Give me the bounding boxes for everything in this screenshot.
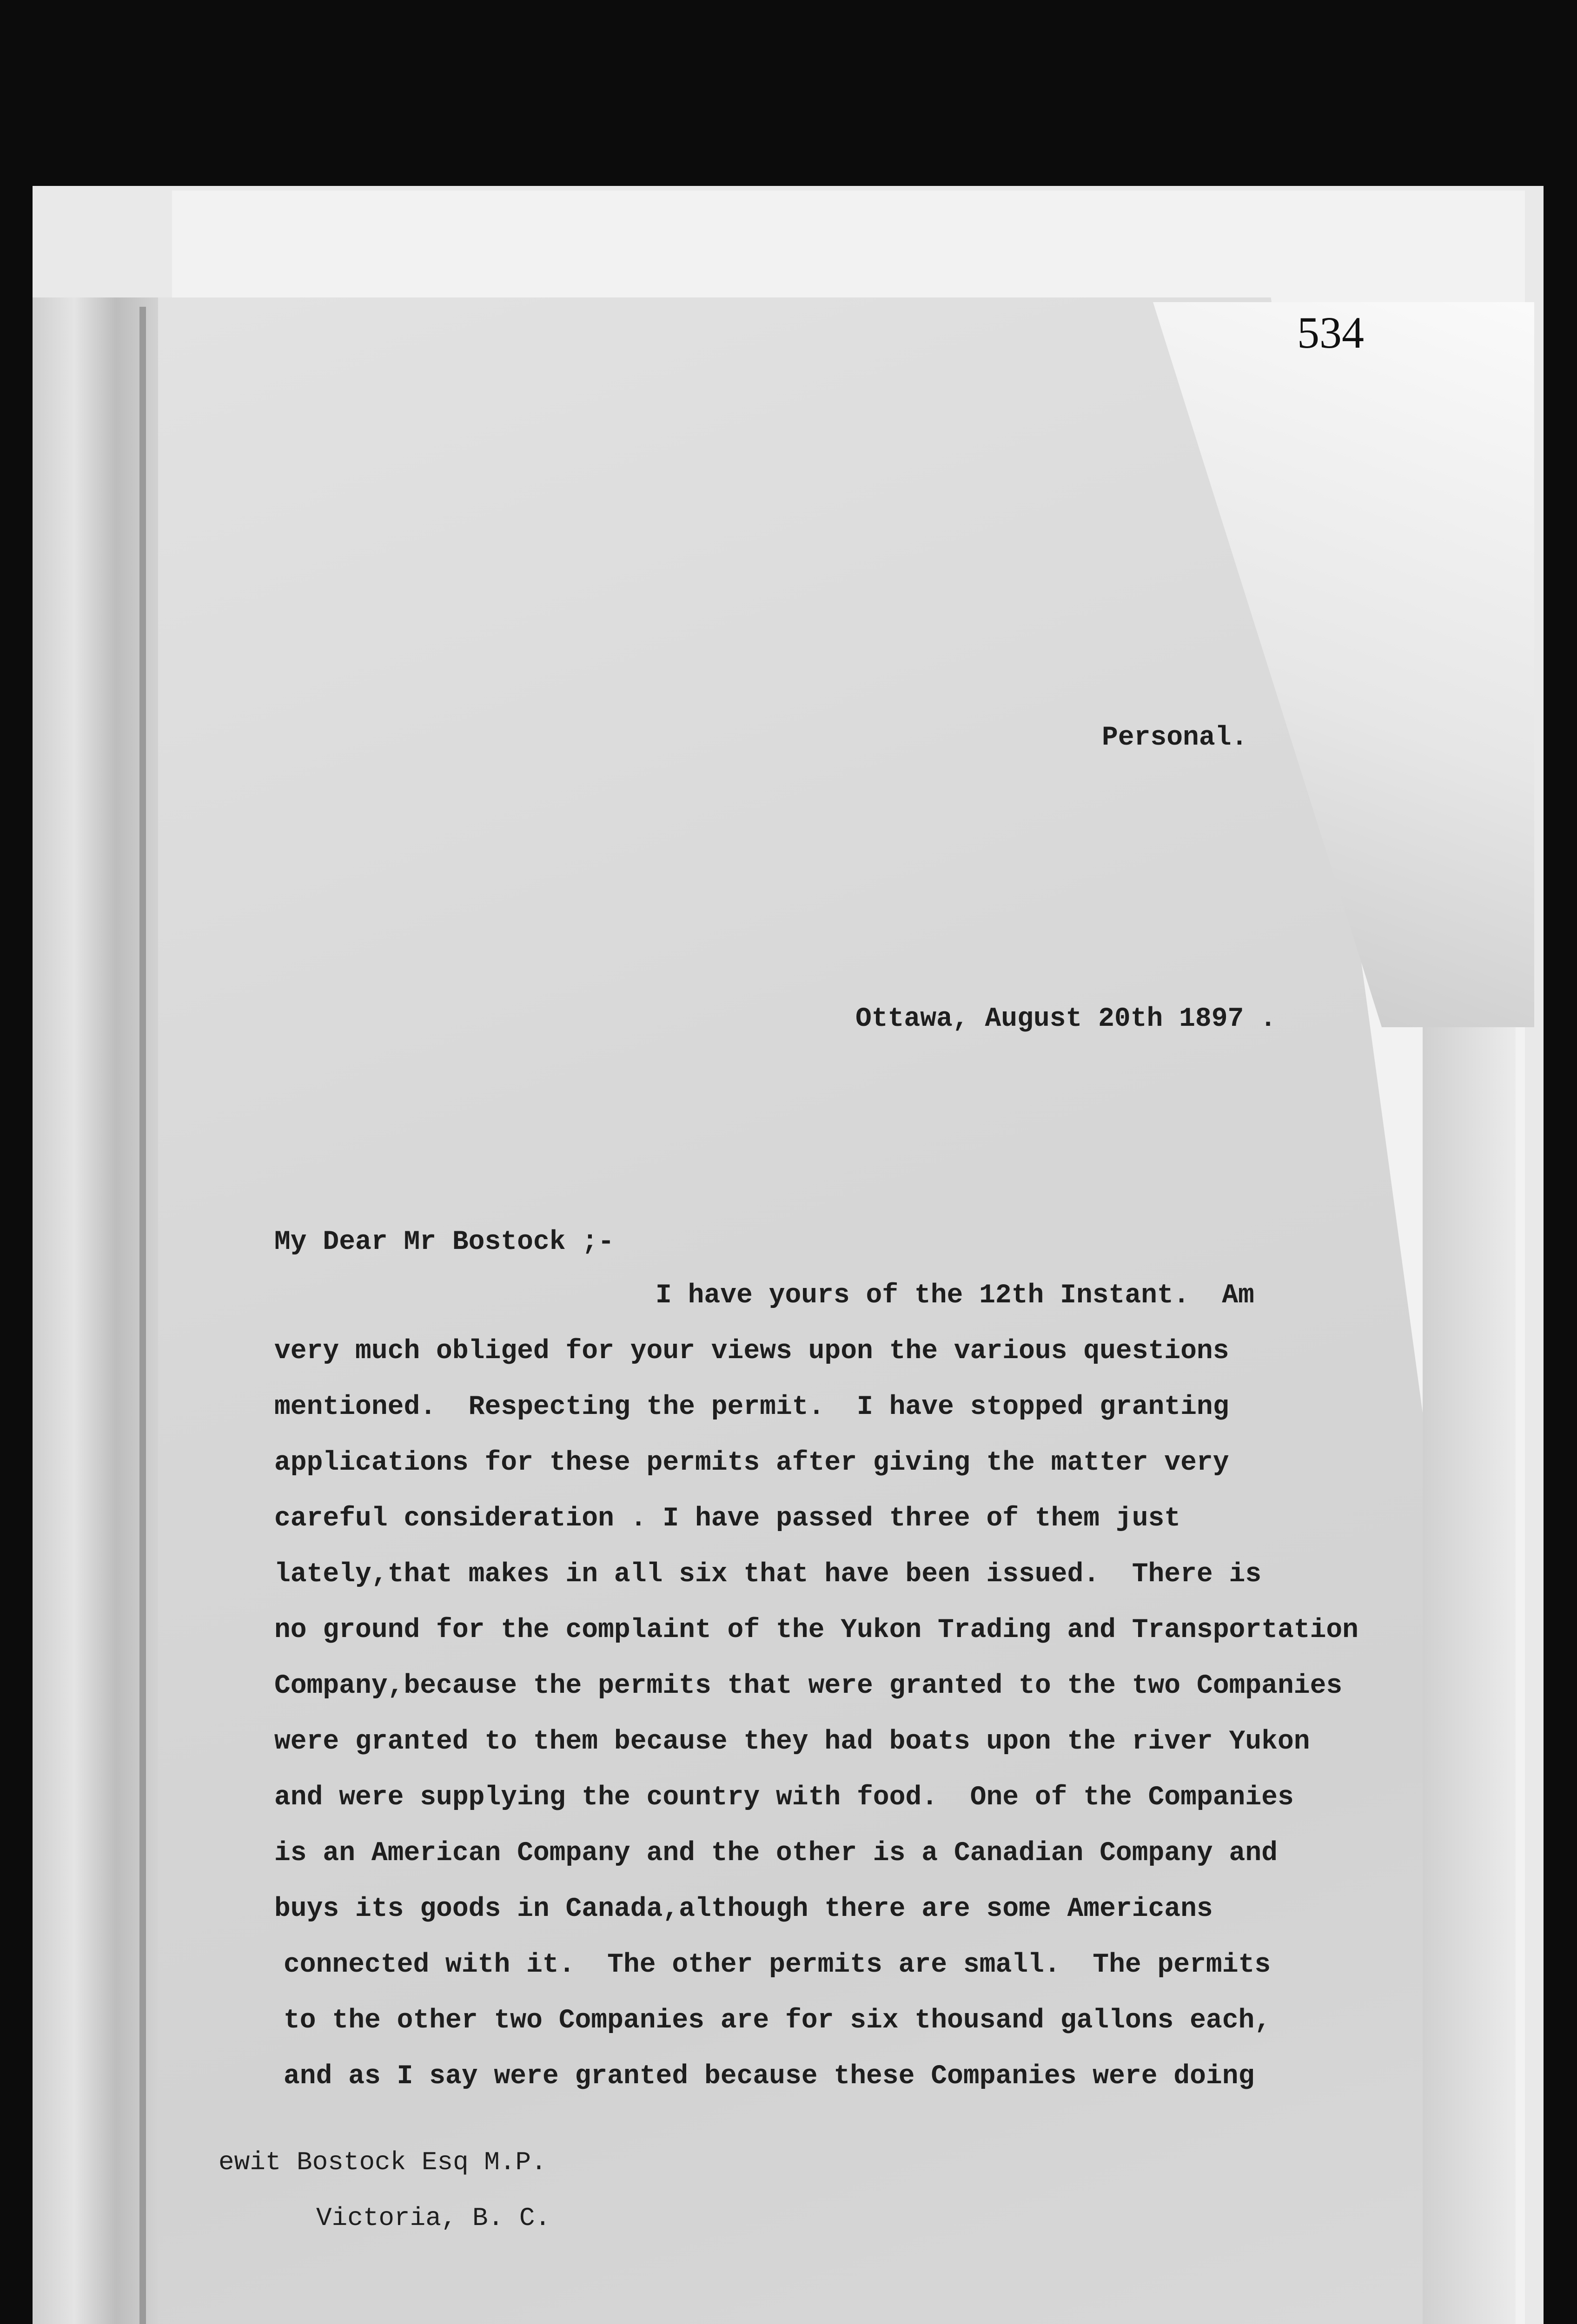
addressee-place: Victoria, B. C. [316, 2203, 551, 2233]
body-line: very much obliged for your views upon the various questions [274, 1336, 1229, 1367]
body-line: buys its goods in Canada,although there are some Americans [274, 1894, 1213, 1924]
body-line: mentioned. Respecting the permit. I have stopped granting [274, 1392, 1229, 1422]
salutation: My Dear Mr Bostock ;- [274, 1227, 614, 1257]
left-edge-strip [33, 297, 172, 2324]
body-line: were granted to them because they had boats upon the river Yukon [274, 1727, 1310, 1757]
body-line: lately,that makes in all six that have been issued. There is [274, 1559, 1262, 1590]
body-line: no ground for the complaint of the Yukon Trading and Transportation [274, 1615, 1358, 1645]
body-line: careful consideration . I have passed three of them just [274, 1504, 1181, 1534]
body-line: is an American Company and the other is a Canadian Company and [274, 1838, 1278, 1868]
left-edge-line [139, 307, 146, 2324]
body-line: connected with it. The other permits are small. The permits [284, 1950, 1271, 1980]
body-line: to the other two Companies are for six thousand gallons each, [284, 2006, 1271, 2036]
addressee-name: ewit Bostock Esq M.P. [219, 2147, 547, 2177]
body-line: and were supplying the country with food. One of the Companies [274, 1783, 1294, 1813]
dateline: Ottawa, August 20th 1897 . [855, 1004, 1276, 1034]
personal-marking: Personal. [1102, 723, 1248, 753]
body-line: Company,because the permits that were granted to the two Companies [274, 1671, 1343, 1701]
body-line: applications for these permits after giving the matter very [274, 1448, 1229, 1478]
body-line: I have yours of the 12th Instant. Am [656, 1281, 1254, 1311]
page-number: 534 [1297, 308, 1364, 357]
body-line: and as I say were granted because these Companies were doing [284, 2061, 1255, 2092]
